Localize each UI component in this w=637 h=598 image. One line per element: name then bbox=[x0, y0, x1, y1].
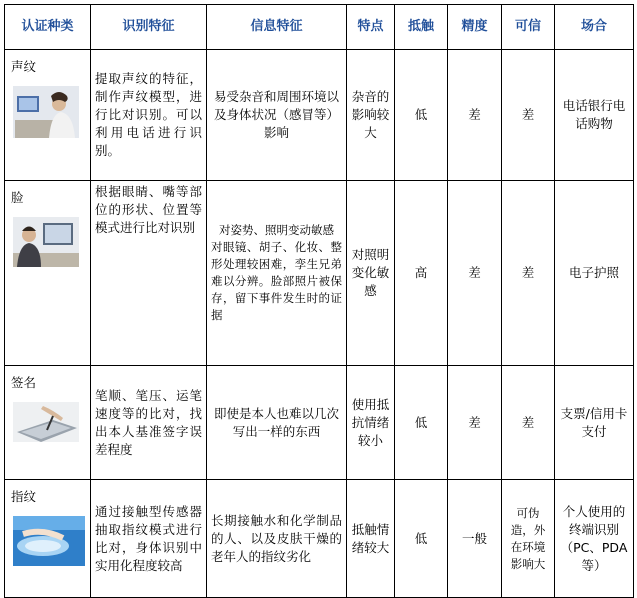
table-header-row bbox=[5, 5, 634, 50]
type-cell bbox=[5, 181, 91, 366]
trust-cell: 可伪造，外在环境影响大 bbox=[502, 480, 555, 598]
info-cell bbox=[207, 181, 347, 366]
info-cell: 即使是本人也难以几次写出一样的东西 bbox=[207, 366, 347, 480]
feature-cell: 通过接触型传感器抽取指纹模式进行比对，身体识别中实用化程度较高 bbox=[91, 480, 207, 598]
type-cell bbox=[5, 366, 91, 480]
info-cell: 易受杂音和周围环境以及身体状况（感冒等）影响 bbox=[207, 50, 347, 181]
info-cell: 长期接触水和化学制品的人、以及皮肤干燥的老年人的指纹劣化 bbox=[207, 480, 347, 598]
trait-cell: 杂音的影响较大 bbox=[347, 50, 395, 181]
trust-cell: 差 bbox=[502, 366, 555, 480]
info-line-1: 对姿势、照明变动敏感 bbox=[219, 223, 334, 237]
face-recognition-photo bbox=[13, 217, 86, 267]
feature-cell: 提取声纹的特征，制作声纹模型，进行比对识别。可以利用电话进行识别。 bbox=[91, 50, 207, 181]
resist-cell: 低 bbox=[395, 480, 448, 598]
signature-tablet-photo bbox=[13, 402, 86, 442]
resist-cell: 低 bbox=[395, 50, 448, 181]
precision-cell: 差 bbox=[448, 50, 502, 181]
type-label: 指纹 bbox=[11, 489, 37, 504]
resist-cell: 高 bbox=[395, 181, 448, 366]
precision-cell: 差 bbox=[448, 366, 502, 480]
header-cell: 认证种类 bbox=[5, 5, 91, 50]
header-cell: 识别特征 bbox=[91, 5, 207, 50]
table-row bbox=[5, 366, 634, 480]
trust-cell: 差 bbox=[502, 181, 555, 366]
type-cell bbox=[5, 480, 91, 598]
fingerprint-sensor-photo bbox=[13, 516, 86, 566]
biometric-comparison-table bbox=[4, 4, 634, 598]
header-cell: 信息特征 bbox=[207, 5, 347, 50]
header-cell: 特点 bbox=[347, 5, 395, 50]
type-label: 声纹 bbox=[11, 59, 37, 74]
precision-cell: 一般 bbox=[448, 480, 502, 598]
feature-cell: 根据眼睛、嘴等部位的形状、位置等模式进行比对识别 bbox=[91, 181, 207, 366]
usage-cell: 电子护照 bbox=[555, 181, 634, 366]
usage-cell: 个人使用的终端识别（PC、PDA 等） bbox=[555, 480, 634, 598]
usage-cell: 电话银行电话购物 bbox=[555, 50, 634, 181]
trait-cell: 对照明变化敏感 bbox=[347, 181, 395, 366]
type-label: 签名 bbox=[11, 375, 37, 390]
header-cell: 场合 bbox=[555, 5, 634, 50]
trait-cell: 抵触情绪较大 bbox=[347, 480, 395, 598]
precision-cell: 差 bbox=[448, 181, 502, 366]
header-cell: 精度 bbox=[448, 5, 502, 50]
table-row bbox=[5, 480, 634, 598]
table-row bbox=[5, 50, 634, 181]
header-cell: 抵触 bbox=[395, 5, 448, 50]
info-line-2: 对眼镜、胡子、化妆、整形处理较困难，孪生兄弟难以分辨。脸部照片被保存，留下事件发生时的证据 bbox=[211, 240, 342, 322]
usage-cell: 支票/信用卡支付 bbox=[555, 366, 634, 480]
type-cell bbox=[5, 50, 91, 181]
table-row bbox=[5, 181, 634, 366]
trait-cell: 使用抵抗情绪较小 bbox=[347, 366, 395, 480]
feature-cell: 笔顺、笔压、运笔速度等的比对，找出本人基准签字误差程度 bbox=[91, 366, 207, 480]
header-cell: 可信 bbox=[502, 5, 555, 50]
trust-cell: 差 bbox=[502, 50, 555, 181]
resist-cell: 低 bbox=[395, 366, 448, 480]
type-label: 脸 bbox=[11, 190, 24, 205]
voice-recognition-photo bbox=[13, 86, 86, 138]
